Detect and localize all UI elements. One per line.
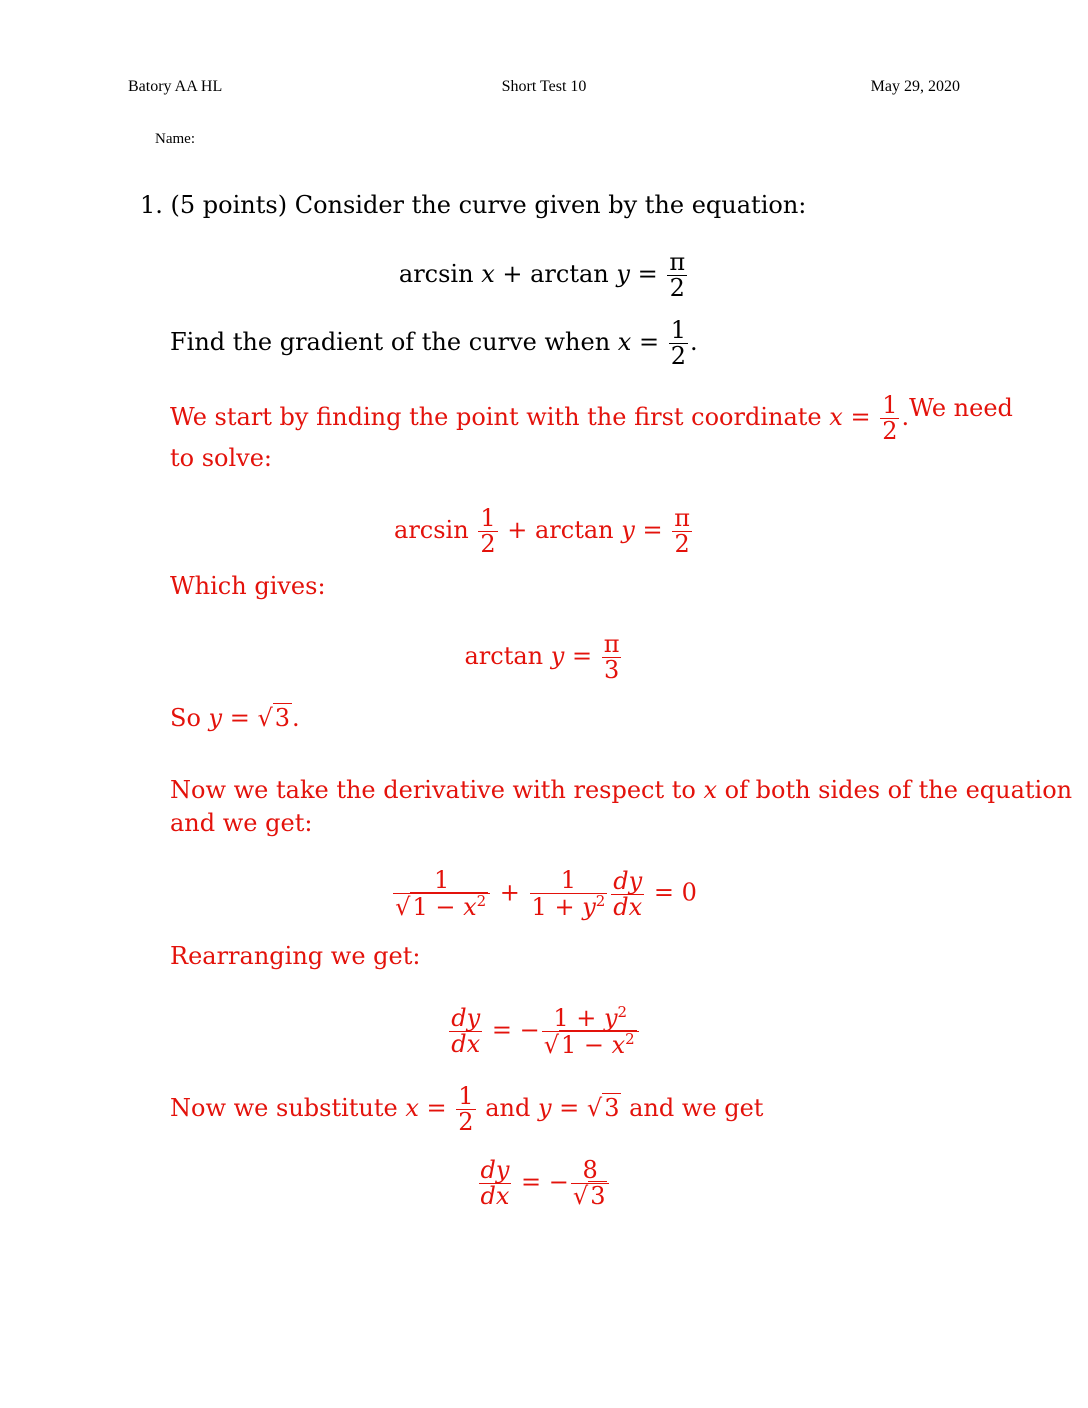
solution-p6: Now we substitute x = $\frac{1}{2}$ and y = √3 and we get bbox=[170, 1082, 764, 1137]
header-title: Short Test 10 bbox=[501, 78, 587, 95]
solution-p1-line1 bbox=[170, 391, 1013, 446]
question-line bbox=[140, 190, 806, 220]
solution-p4-line2: and we get: bbox=[170, 809, 313, 837]
task-line bbox=[170, 318, 698, 369]
solution-eq4: $\frac{dy}{dx}$ = − $\frac{1 + y^2}{√1 - x^2}$ bbox=[0, 1005, 1088, 1058]
solution-p1-line2: to solve: bbox=[170, 444, 273, 472]
question-number: 1. bbox=[140, 191, 163, 219]
name-label: Name: bbox=[155, 131, 195, 147]
solution-p5: Rearranging we get: bbox=[170, 942, 421, 970]
header-course: Batory AA HL bbox=[128, 78, 223, 95]
solution-p2: Which gives: bbox=[170, 572, 326, 600]
solution-eq2: arctan y = $\frac{\pi}{3}$ bbox=[464, 630, 620, 685]
solution-p4-line1: Now we take the derivative with respect to x of both sides of the equation bbox=[170, 776, 1073, 804]
given-equation bbox=[0, 250, 1088, 301]
solution-eq5: $\frac{dy}{dx}$ = − $\frac{8}{√3}$ bbox=[0, 1158, 1088, 1209]
header-date: May 29, 2020 bbox=[870, 78, 960, 95]
solution-p3: So y = √3. bbox=[170, 704, 300, 732]
solution-eq1: arcsin $\frac{1}{2}$ + arctan y = $\frac{\pi}{2}$ bbox=[394, 504, 690, 559]
given-equation-math: arcsin x + arctan y = $\frac{\pi}{2}$ bbox=[398, 248, 686, 303]
solution-p1-math: We start by finding the point with the first coordinate x = $\frac{1}{2}$ . We need bbox=[170, 391, 1013, 446]
question-intro: Consider the curve given by the equation: bbox=[294, 191, 807, 219]
question-points: (5 points) bbox=[170, 191, 288, 219]
solution-eq3: $\frac{1}{√1 - x^2}$ + $\frac{1}{1 + y^2}$ $\frac{dy}{dx}$ = 0 bbox=[395, 866, 697, 922]
task-math: Find the gradient of the curve when x = $\frac{1}{2}$ . bbox=[170, 316, 698, 371]
